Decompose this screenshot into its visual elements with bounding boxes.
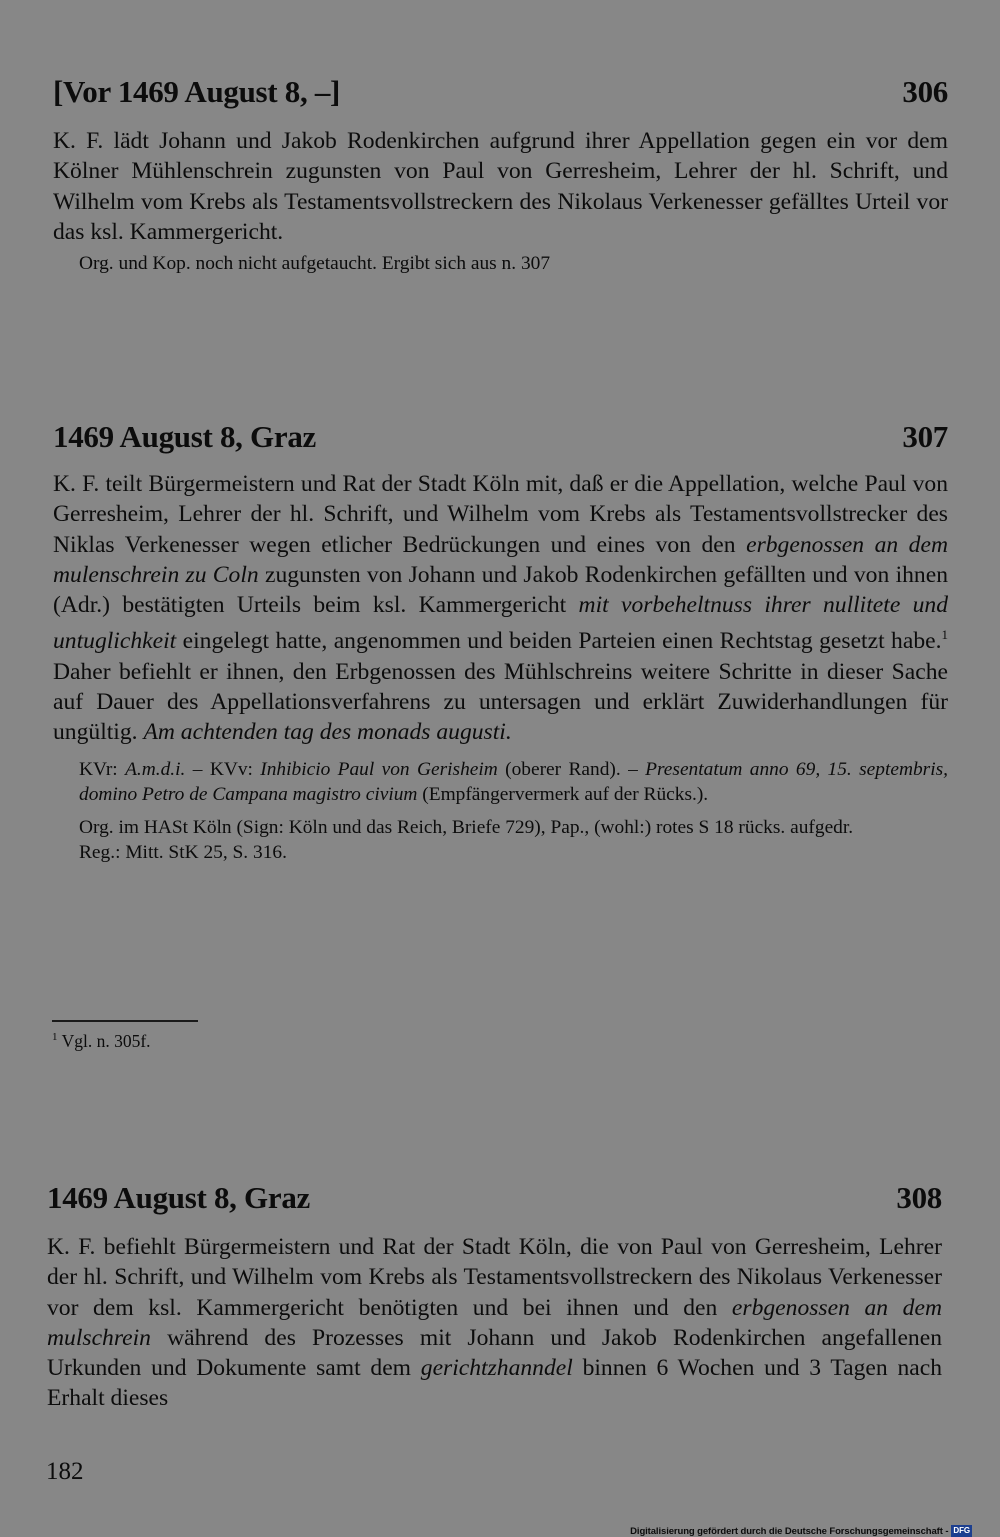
entry-heading [53, 419, 948, 455]
entry-text: K. F. lädt Johann und Jakob Rodenkirchen aufgrund ihrer Appellation gegen ein vor dem Kölner Mühlenschrein zugunsten von Paul von Gerresheim, Lehrer der hl. Schrift, und Wilhelm vom Krebs als Testamentsvollstreckern des Nikolaus Verkenesser gefälltes Urteil vor das ksl. Kammergericht. [53, 128, 948, 245]
credit-text: Digitalisierung gefördert durch die Deutsche Forschungsgemeinschaft - [630, 1525, 949, 1537]
entry-307 [53, 419, 948, 865]
entry-heading [47, 1180, 942, 1216]
entry-number: 307 [902, 419, 948, 454]
digitization-credit [630, 1525, 972, 1537]
entry-date: [Vor 1469 August 8, –] [53, 74, 341, 109]
entry-date: 1469 August 8, Graz [53, 419, 316, 454]
entry-heading [53, 74, 948, 110]
entry-number: 306 [902, 74, 948, 109]
entry-number: 308 [896, 1180, 942, 1215]
entry-source-note: Org. im HASt Köln (Sign: Köln und das Reich, Briefe 729), Pap., (wohl:) rotes S 18 rücks. aufgedr. [79, 816, 854, 838]
page-number: 182 [46, 1458, 84, 1485]
entry-308 [47, 1180, 942, 1414]
entry-text: K. F. befiehlt Bürgermeistern und Rat der Stadt Köln, die von Paul von Gerresheim, Lehrer der hl. Schrift, und Wilhelm vom Krebs als Testamentsvollstreckern des Nikolaus Verkenesser vor dem ksl. Kammergericht benötigten und bei ihnen und den erbgenossen an dem mulschrein während des Prozesses mit Johann und Jakob Rodenkirchen angefallenen Urkunden und Dokumente samt dem gerichtzhanndel binnen 6 Wochen und 3 Tagen nach Erhalt dieses [47, 1234, 942, 1412]
footnote: $^1$ Vgl. n. 305f. [52, 1031, 151, 1051]
entry-306 [53, 74, 948, 276]
entry-regest-note: Reg.: Mitt. StK 25, S. 316. [79, 841, 287, 863]
entry-source-note: Org. und Kop. noch nicht aufgetaucht. Ergibt sich aus n. 307 [79, 253, 551, 275]
entry-text: K. F. teilt Bürgermeistern und Rat der Stadt Köln mit, daß er die Appellation, welche Paul von Gerresheim, Lehrer der hl. Schrift, und Wilhelm vom Krebs als Testamentsvollstrecker des Niklas Verkenesser wegen etlicher Bedrückungen und eines von den erbgenossen an dem mulenschrein zu Coln zugunsten von Johann und Jakob Rodenkirchen gefällten und von ihnen (Adr.) bestätigten Urteils beim ksl. Kammergericht mit vorbeheltnuss ihrer nullitete und untuglichkeit eingelegt hatte, angenommen und beiden Parteien einen Rechtstag gesetzt habe.$^1$ Daher befiehlt er ihnen, den Erbgenossen des Mühlschreins weitere Schritte in dieser Sache auf Dauer des Appellationsverfahrens zu untersagen und erklärt Zuwiderhandlungen für ungültig. Am achtenden tag des monads augusti. [53, 471, 948, 746]
footnote-reference[interactable]: 1 [941, 627, 948, 643]
entry-endorsement-note: KVr: A.m.d.i. – KVv: Inhibicio Paul von Gerisheim (oberer Rand). – Presentatum anno 69, 15. septembris, domino Petro de Campana magistro civium (Empfängervermerk auf der Rücks.). [79, 758, 948, 805]
footnote-divider [52, 1020, 198, 1022]
footnote-mark: 1 [52, 1031, 58, 1044]
entry-date: 1469 August 8, Graz [47, 1180, 310, 1215]
dfg-logo: DFG [953, 1526, 970, 1535]
